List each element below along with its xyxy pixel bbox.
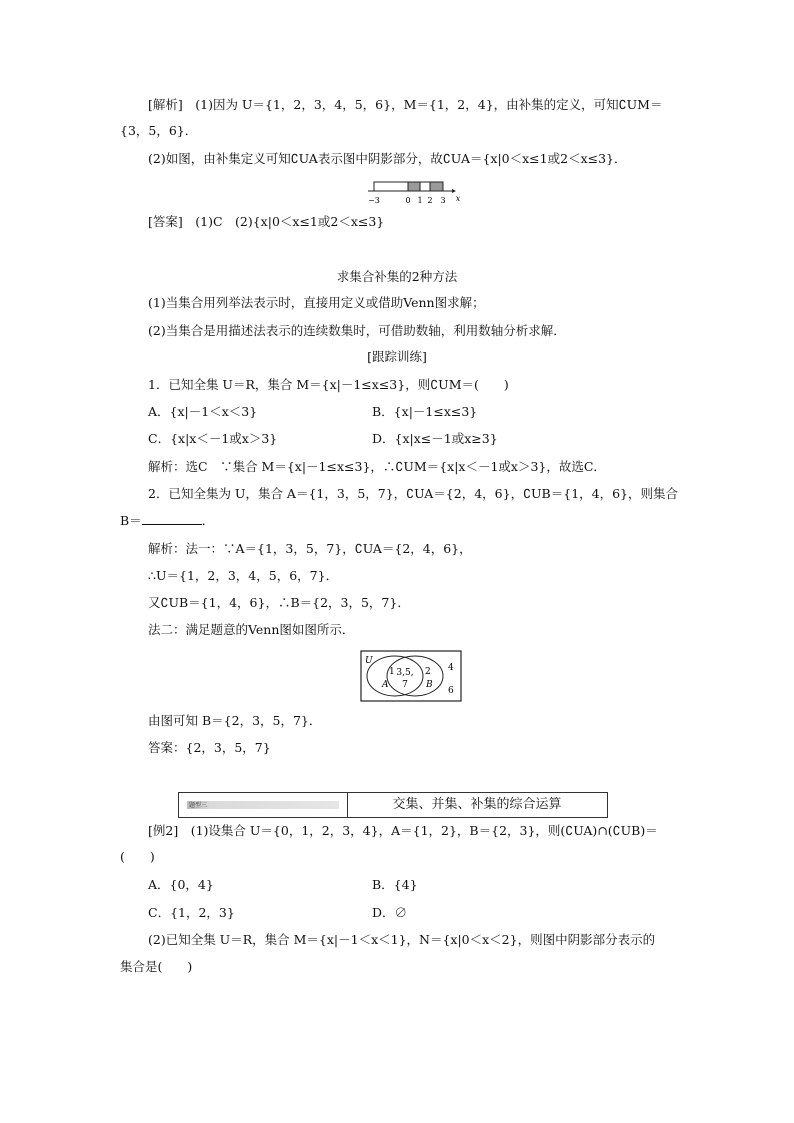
tick-label-2: 2: [427, 196, 433, 205]
q2-solution-2: ∴U＝{1，2，3，4，5，6，7}．: [148, 568, 339, 583]
section-tag-bar: [187, 801, 339, 809]
answer-blank: [142, 512, 202, 525]
solution-line-3: (2)如图，由补集定义可知∁UA表示图中阴影部分，故∁UA＝{x|0＜x≤1或2＜x≤3}．: [148, 151, 627, 166]
example-2-line-2: ( ): [120, 849, 155, 864]
tick-label-1: 1: [417, 196, 423, 205]
shaded-interval-2-3: [430, 182, 443, 191]
q1-option-a: A．{x|－1＜x＜3}: [148, 404, 258, 419]
q2-solution-3: 又∁UB＝{1，4，6}，∴B＝{2，3，5，7}．: [148, 595, 410, 610]
section-header: [178, 792, 608, 818]
example-2-line-1: [例2] (1)设集合 U＝{0，1，2，3，4}，A＝{1，2}，B＝{2，3}，则(∁UA)∩(∁UB)＝: [148, 823, 658, 838]
venn-outside-top: 4: [448, 663, 454, 673]
method-title: 求集合补集的2种方法: [336, 269, 458, 284]
question-2-line-2: [120, 512, 214, 530]
ex2-option-b: B．{4}: [372, 877, 418, 892]
example-2-line-3: (2)已知全集 U＝R，集合 M＝{x|－1＜x＜1}，N＝{x|0＜x＜2}，则图中阴影部分表示的: [148, 932, 656, 947]
q1-option-d: D．{x|x≤－1或x≥3}: [372, 431, 498, 446]
example-2-line-4: 集合是( ): [120, 959, 193, 974]
q2-solution-4: 法二：满足题意的Venn图如图所示．: [148, 622, 355, 637]
venn-label-b: B: [426, 680, 433, 690]
q2-solution-5: 由图可知 B＝{2，3，5，7}．: [148, 713, 322, 728]
tick-label-neg3: −3: [368, 196, 380, 205]
number-line-figure: [368, 178, 468, 206]
tick-label-3: 3: [440, 196, 446, 205]
venn-label-u: U: [365, 656, 373, 666]
q1-solution: 解析：选C ∵集合 M＝{x|－1≤x≤3}，∴∁UM＝{x|x＜－1或x＞3}，故选C．: [148, 459, 606, 474]
method-item-2: (2)当集合是用描述法表示的连续数集时，可借助数轴，利用数轴分析求解．: [148, 323, 566, 338]
venn-outside-bottom: 6: [448, 686, 454, 696]
venn-label-a: A: [382, 680, 389, 690]
venn-intersection-top: 3,5,: [396, 668, 414, 678]
axis-label-x: x: [455, 194, 461, 203]
section-tag-label: 题型三: [189, 802, 208, 809]
axis-arrow: [452, 189, 456, 193]
number-line-outline: [374, 182, 436, 191]
venn-diagram: [360, 650, 462, 702]
ex2-option-d: D．∅: [372, 905, 408, 920]
shaded-interval-0-1: [408, 182, 420, 191]
q1-option-c: C．{x|x＜－1或x＞3}: [148, 431, 278, 446]
venn-b-only: 2: [425, 667, 431, 677]
section-tag-cell: [179, 793, 348, 817]
method-item-1: (1)当集合用列举法表示时，直接用定义或借助Venn图求解；: [148, 295, 485, 310]
section-title: 交集、并集、补集的综合运算: [392, 797, 562, 812]
venn-a-only: 1: [389, 667, 395, 677]
q2-blank-prefix: B＝: [120, 513, 142, 528]
training-heading: [跟踪训练]: [367, 349, 427, 364]
venn-intersection-bottom: 7: [402, 680, 408, 690]
tick-label-0: 0: [405, 196, 411, 205]
q2-solution-1: 解析：法一：∵A＝{1，3，5，7}，∁UA＝{2，4，6}，: [148, 541, 472, 556]
q1-option-b: B．{x|－1≤x≤3}: [372, 404, 478, 419]
ex2-option-c: C．{1，2，3}: [148, 905, 235, 920]
q2-answer: 答案：{2，3，5，7}: [148, 740, 271, 755]
solution-line-1: [解析] (1)因为 U＝{1，2，3，4，5，6}，M＝{1，2，4}，由补集的定义，可知∁UM＝: [148, 97, 663, 112]
question-1: 1．已知全集 U＝R，集合 M＝{x|－1≤x≤3}，则∁UM＝( ): [148, 377, 509, 392]
solution-line-2: {3，5，6}．: [120, 123, 198, 138]
q2-blank-suffix: ．: [201, 513, 215, 528]
answer-1: [答案] (1)C (2){x|0＜x≤1或2＜x≤3}: [148, 214, 385, 229]
ex2-option-a: A．{0，4}: [148, 877, 214, 892]
question-2-line-1: 2．已知全集为 U，集合 A＝{1，3，5，7}，∁UA＝{2，4，6}，∁UB＝{1，4，6}，则集合: [148, 486, 679, 501]
